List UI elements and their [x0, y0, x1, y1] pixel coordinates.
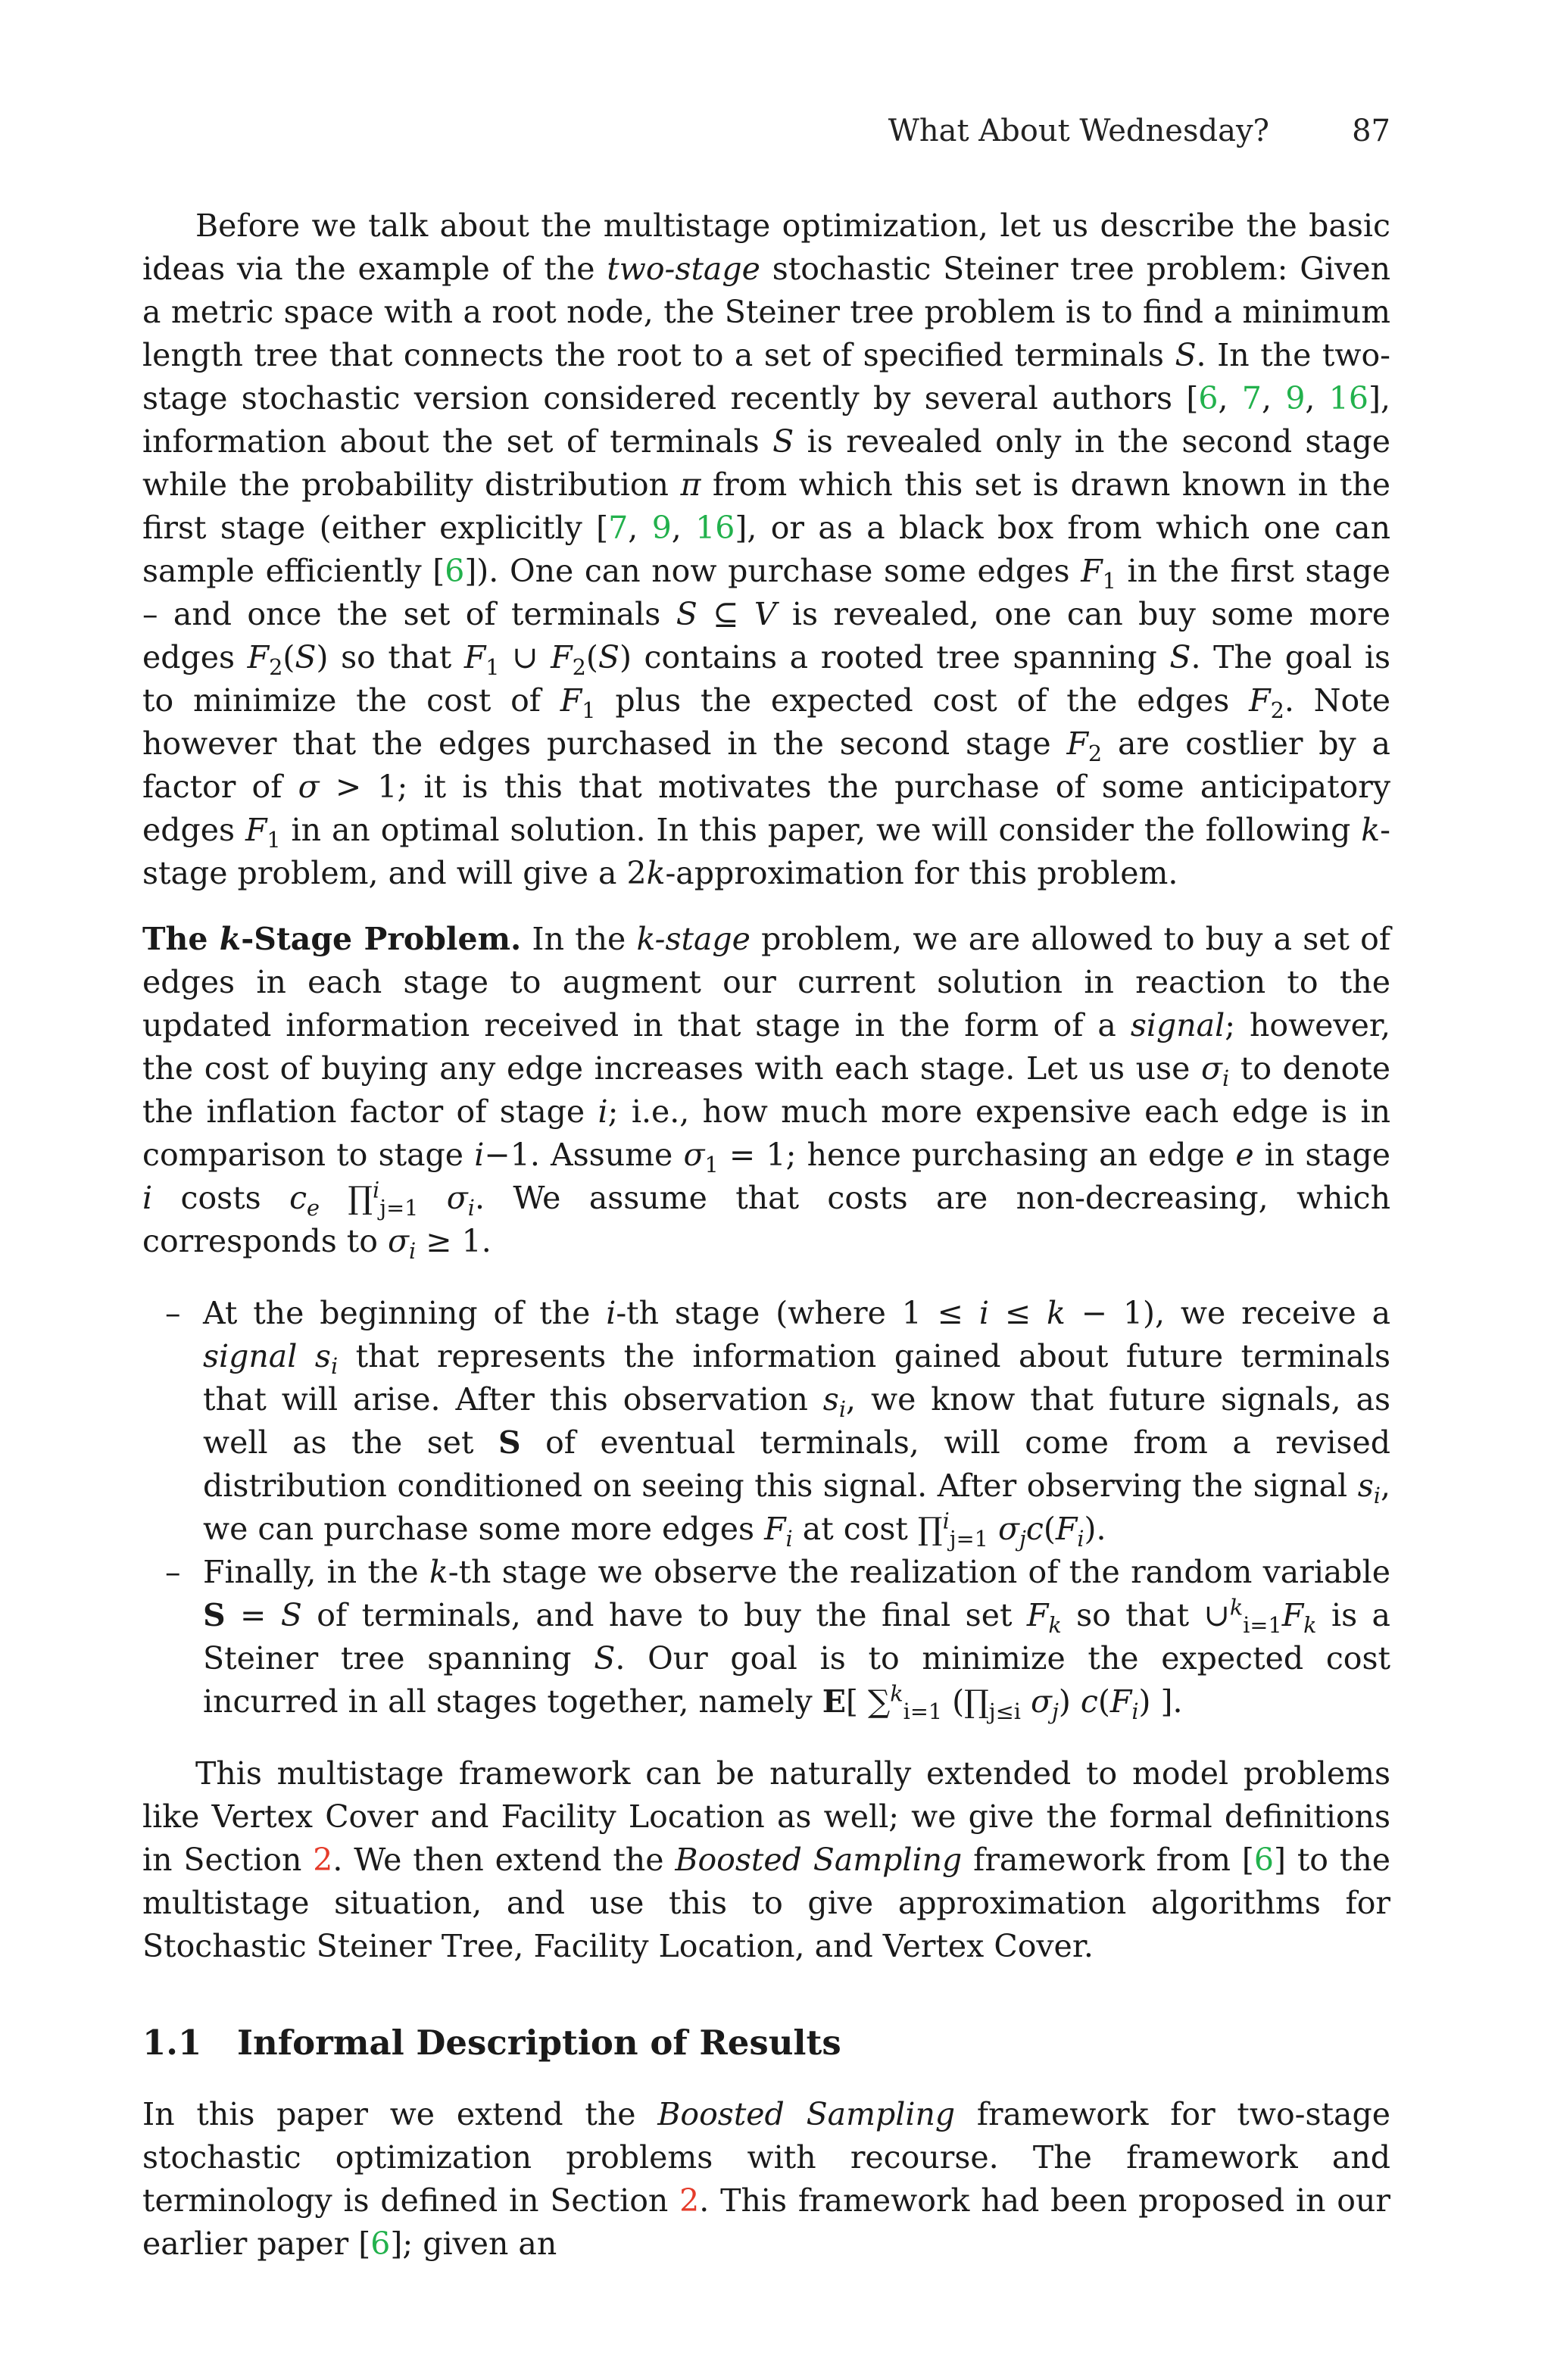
- text-run: so that: [328, 639, 464, 675]
- paragraph-results-intro: [142, 2093, 1390, 2266]
- text-run: ): [1058, 1683, 1081, 1720]
- citation-link[interactable]: 7: [1241, 380, 1262, 416]
- text-run: [418, 1180, 446, 1216]
- body-text: [142, 204, 1390, 2266]
- text-run: i: [598, 1093, 608, 1130]
- text-run: ∪: [499, 639, 551, 675]
- text-run: In the: [521, 921, 637, 957]
- text-run: i: [330, 1353, 339, 1380]
- text-run: 2: [1270, 697, 1284, 724]
- text-run: . We assume that costs are non-decreasing, which corresponds to: [142, 1180, 1390, 1259]
- text-run: . In the two-stage stochastic version considered recently by several authors [: [142, 337, 1390, 416]
- text-run: k: [1047, 1295, 1066, 1331]
- text-run: σ: [298, 769, 320, 805]
- page-number: 87: [1352, 114, 1390, 148]
- text-run: stochastic Steiner tree problem: Given a metric space with a root node, the Steiner tree problem is to find a minimum length tree that connects the root to a set of specified terminals: [142, 251, 1390, 373]
- section-title: Informal Description of Results: [237, 2023, 841, 2063]
- text-run: i: [1373, 1483, 1381, 1509]
- text-run: F: [1066, 725, 1088, 762]
- section-ref-link[interactable]: 2: [679, 2182, 700, 2219]
- text-run: i: [1077, 1526, 1084, 1552]
- text-run: i: [606, 1295, 616, 1331]
- text-run: S: [598, 639, 619, 675]
- text-run: in stage: [1253, 1137, 1390, 1173]
- text-run: F: [551, 639, 573, 675]
- text-run: k: [1303, 1612, 1317, 1639]
- text-run: .: [481, 1223, 492, 1259]
- section-ref-link[interactable]: 2: [313, 1842, 333, 1878]
- text-run: ] to the multistage situation, and use this to give approximation algorithms for Stochastic Steiner Tree, Facility Location, and Vertex Cover.: [142, 1842, 1390, 1964]
- text-run: F: [1055, 1511, 1078, 1547]
- text-run: signal: [203, 1338, 298, 1374]
- text-run: , we can purchase some more edges: [203, 1468, 1390, 1547]
- list-marker: –: [165, 1295, 181, 1331]
- text-run: 1: [1102, 568, 1116, 594]
- citation-link[interactable]: 6: [370, 2226, 391, 2262]
- text-run: ).: [1084, 1511, 1106, 1547]
- text-run: ; however, the cost of buying any edge increases with each stage. Let us use: [142, 1007, 1390, 1087]
- text-run: c: [1080, 1683, 1098, 1720]
- text-run: i=1: [1243, 1612, 1282, 1639]
- text-run: e: [1235, 1137, 1254, 1173]
- text-run: σ: [388, 1223, 409, 1259]
- text-run: -approximation for this problem.: [665, 855, 1178, 891]
- text-run: of terminals, and have to buy the final set: [301, 1597, 1027, 1633]
- text-run: s: [314, 1338, 331, 1374]
- text-run: . Note however that the edges purchased in the second stage: [142, 682, 1390, 762]
- text-run: costs: [152, 1180, 290, 1216]
- text-run: 2: [1088, 741, 1103, 767]
- paragraph-multistage-framework: [142, 1752, 1390, 1968]
- citation-link[interactable]: 7: [608, 510, 629, 546]
- text-run: . Our goal is to minimize the expected cost incurred in all stages together, namely: [203, 1640, 1390, 1720]
- text-run: σ: [1030, 1683, 1052, 1720]
- text-run: [988, 1511, 998, 1547]
- text-run: S: [594, 1640, 616, 1677]
- text-run: that represents the information gained about future terminals that will arise. After this observation: [203, 1338, 1390, 1418]
- text-run: F: [1026, 1597, 1049, 1633]
- text-run: k: [1361, 812, 1381, 848]
- text-run: j: [1051, 1698, 1059, 1725]
- text-run: k: [429, 1554, 448, 1590]
- section-heading: [142, 2021, 1390, 2064]
- text-run: 1: [485, 654, 500, 681]
- text-run: − 1), we receive a: [1065, 1295, 1391, 1331]
- citation-link[interactable]: 6: [1253, 1842, 1274, 1878]
- text-run: ∏: [320, 1180, 373, 1216]
- text-run: -th stage we observe the realization of the random variable: [448, 1554, 1390, 1590]
- text-run: j=1: [379, 1195, 419, 1221]
- text-run: σ: [1201, 1050, 1223, 1087]
- text-run: framework from [: [962, 1842, 1254, 1878]
- text-run: e: [307, 1195, 320, 1221]
- text-run: i: [1131, 1698, 1139, 1725]
- citation-link[interactable]: 16: [1328, 380, 1368, 416]
- text-run: = 1: [718, 1137, 786, 1173]
- text-run: F: [1281, 1597, 1304, 1633]
- text-run: j≤i: [988, 1698, 1021, 1725]
- text-run: F: [247, 639, 270, 675]
- text-run: Finally, in the: [203, 1554, 429, 1590]
- text-run: σ: [683, 1137, 705, 1173]
- text-run: i: [785, 1526, 793, 1552]
- text-run: in an optimal solution. In this paper, we will consider the following: [280, 812, 1362, 848]
- text-run: The: [142, 921, 220, 957]
- list-item-text: [203, 1295, 1391, 1552]
- text-run: is revealed only in the second stage while the probability distribution: [142, 423, 1390, 503]
- citation-link[interactable]: 16: [695, 510, 735, 546]
- list-item: [142, 1292, 1390, 1551]
- text-run: i: [409, 1238, 417, 1265]
- text-run: [1021, 1683, 1031, 1720]
- text-run: S: [280, 1597, 302, 1633]
- text-run: ; it is this that motivates the purchase of some anticipatory edges: [142, 769, 1390, 848]
- text-run: contains a rooted tree spanning: [631, 639, 1170, 675]
- text-run: . We then extend the: [332, 1842, 676, 1878]
- text-run: from which this set is drawn known in the first stage (either explicitly [: [142, 466, 1391, 546]
- text-run: > 1: [319, 769, 398, 805]
- text-run: (: [282, 639, 295, 675]
- text-run: S: [1169, 639, 1191, 675]
- text-run: ]). One can now purchase some edges: [464, 553, 1081, 589]
- text-run: signal: [1130, 1007, 1225, 1043]
- paragraph-two-stage-intro: [142, 204, 1390, 895]
- text-run: S: [203, 1597, 226, 1633]
- text-run: ,: [1305, 380, 1329, 416]
- text-run: π: [680, 466, 701, 503]
- text-run: (∏: [942, 1683, 989, 1720]
- text-run: k: [1048, 1612, 1062, 1639]
- paragraph-k-stage-problem: [142, 918, 1390, 1263]
- text-run: S ⊆ V: [676, 596, 777, 632]
- text-run: F: [1109, 1683, 1132, 1720]
- text-run: ≥ 1: [416, 1223, 482, 1259]
- text-run: two-stage: [607, 251, 760, 287]
- text-run: =: [225, 1597, 281, 1633]
- citation-link[interactable]: 9: [1285, 380, 1306, 416]
- text-run: i: [1222, 1065, 1230, 1092]
- text-run: k-stage: [636, 921, 751, 957]
- text-run: σ: [997, 1511, 1019, 1547]
- text-run: F: [245, 812, 267, 848]
- text-run: plus the expected cost of the edges: [595, 682, 1250, 719]
- text-run: -Stage Problem.: [241, 921, 522, 957]
- running-title: What About Wednesday?: [888, 114, 1269, 148]
- citation-link[interactable]: 6: [445, 553, 465, 589]
- text-run: (: [1043, 1511, 1056, 1547]
- text-run: c: [1025, 1511, 1044, 1547]
- text-run: i=1: [903, 1698, 943, 1725]
- text-run: is revealed, one can buy some more edges: [142, 596, 1390, 675]
- text-run: at cost ∏: [792, 1511, 943, 1547]
- text-run: ]; given an: [390, 2226, 557, 2262]
- text-run: j=1: [949, 1526, 988, 1552]
- text-run: −1. Assume: [484, 1137, 684, 1173]
- text-run: At the beginning of the: [203, 1295, 607, 1331]
- text-run: i: [474, 1137, 485, 1173]
- text-run: This multistage framework can be naturally extended to model problems like Vertex Cover and Facility Location as well; we give the formal definitions in Section: [142, 1755, 1390, 1878]
- text-run: E: [822, 1683, 846, 1720]
- text-run: (: [585, 639, 598, 675]
- text-run: k: [1229, 1594, 1244, 1620]
- section-number: 1.1: [142, 2023, 202, 2063]
- text-run: ,: [671, 510, 696, 546]
- text-run: In this paper we extend the: [142, 2096, 658, 2132]
- text-run: S: [1175, 337, 1197, 373]
- text-run: ,: [1261, 380, 1286, 416]
- text-run: ,: [1218, 380, 1242, 416]
- text-run: k: [646, 855, 666, 891]
- text-run: ], information about the set of terminals: [142, 380, 1390, 460]
- text-run: 1: [582, 697, 596, 724]
- text-run: is a Steiner tree spanning: [203, 1597, 1390, 1677]
- text-run: Boosted Sampling: [657, 2096, 956, 2132]
- text-run: i: [978, 1295, 989, 1331]
- text-run: i: [942, 1508, 950, 1534]
- text-run: 1: [704, 1152, 719, 1178]
- text-run: i: [838, 1396, 847, 1423]
- text-run: [ ∑: [845, 1683, 891, 1720]
- text-run: i: [373, 1177, 380, 1203]
- list-item: [142, 1551, 1390, 1723]
- text-run: s: [822, 1381, 839, 1418]
- text-run: -th stage (where 1 ≤: [616, 1295, 979, 1331]
- text-run: , we know that future signals, as well as the set: [203, 1381, 1390, 1461]
- text-run: ; hence purchasing an edge: [785, 1137, 1236, 1173]
- text-run: of eventual terminals, will come from a revised distribution conditioned on seeing this signal. After observing the signal: [203, 1424, 1391, 1504]
- text-run: -stage problem, and will give a 2: [142, 812, 1391, 891]
- text-run: c: [289, 1180, 307, 1216]
- text-run: in the first stage – and once the set of terminals: [142, 553, 1390, 632]
- text-run: k: [890, 1680, 903, 1707]
- text-run: to denote the inflation factor of stage: [142, 1050, 1390, 1130]
- text-run: s: [1357, 1468, 1374, 1504]
- text-run: 2: [269, 654, 283, 681]
- text-run: k: [219, 921, 242, 957]
- text-run: Boosted Sampling: [675, 1842, 963, 1878]
- text-run: ): [316, 639, 329, 675]
- list-marker: –: [165, 1554, 181, 1590]
- text-run: ≤: [988, 1295, 1047, 1331]
- text-run: [297, 1338, 315, 1374]
- text-run: F: [764, 1511, 786, 1547]
- citation-link[interactable]: 9: [651, 510, 672, 546]
- text-run: S: [772, 423, 794, 460]
- text-run: ): [619, 639, 632, 675]
- text-run: i: [142, 1180, 153, 1216]
- text-run: 2: [572, 654, 586, 681]
- text-run: i: [467, 1195, 475, 1221]
- text-run: 1: [267, 827, 281, 853]
- text-run: F: [463, 639, 486, 675]
- text-run: framework for two-stage stochastic optimization problems with recourse. The framework and terminology is defined in Section: [142, 2096, 1391, 2219]
- text-run: are costlier by a factor of: [142, 725, 1390, 805]
- text-run: ; i.e., how much more expensive each edge is in comparison to stage: [142, 1093, 1390, 1173]
- text-run: j: [1019, 1526, 1026, 1552]
- text-run: problem, we are allowed to buy a set of edges in each stage to augment our current solution in reaction to the updated information received in that stage in the form of a: [142, 921, 1390, 1043]
- running-header: [142, 114, 1390, 159]
- text-run: F: [1081, 553, 1103, 589]
- stage-list: [142, 1292, 1390, 1723]
- text-run: σ: [446, 1180, 468, 1216]
- text-run: ) ].: [1138, 1683, 1183, 1720]
- text-run: ], or as a black box from which one can sample efficiently [: [142, 510, 1390, 589]
- text-run: F: [560, 682, 582, 719]
- text-run: S: [498, 1424, 521, 1461]
- text-run: S: [295, 639, 317, 675]
- text-run: ,: [628, 510, 652, 546]
- text-run: F: [1249, 682, 1271, 719]
- text-run: . This framework had been proposed in our earlier paper [: [142, 2182, 1390, 2262]
- text-run: so that ∪: [1061, 1597, 1230, 1633]
- text-run: Before we talk about the multistage optimization, let us describe the basic ideas via the example of the: [142, 207, 1390, 287]
- text-run: (: [1097, 1683, 1110, 1720]
- list-item-text: [203, 1554, 1390, 1725]
- text-run: . The goal is to minimize the cost of: [142, 639, 1391, 719]
- citation-link[interactable]: 6: [1198, 380, 1219, 416]
